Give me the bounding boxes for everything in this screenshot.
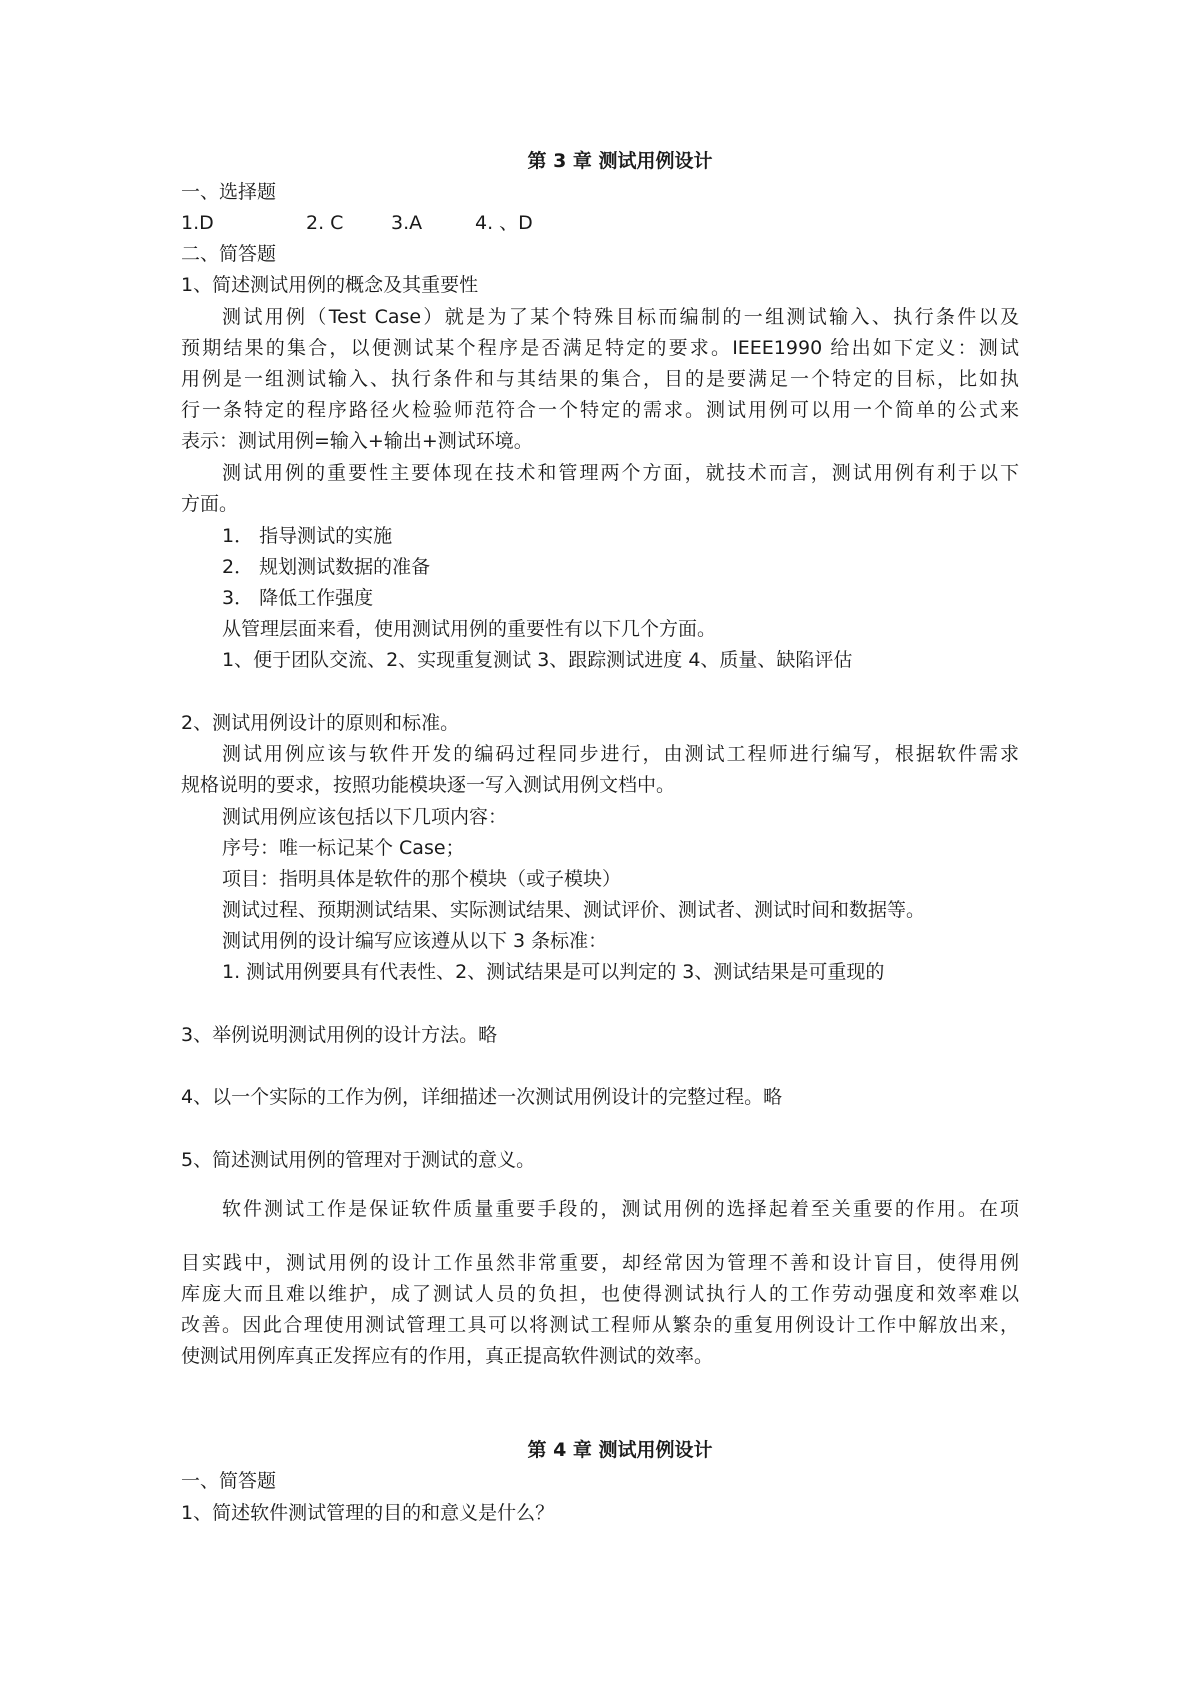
list-item: 2． 规划测试数据的准备	[222, 556, 431, 578]
question-3: 3、举例说明测试用例的设计方法。略	[181, 1024, 498, 1046]
paragraph-line: 1. 测试用例要具有代表性、2、测试结果是可以判定的 3、测试结果是可重现的	[222, 961, 885, 983]
section-short-answer-heading: 一、简答题	[181, 1470, 277, 1492]
list-item: 项目：指明具体是软件的那个模块（或子模块）	[222, 868, 622, 890]
answer-1: 1.D	[181, 212, 214, 234]
chapter-4-title: 第 4 章 测试用例设计	[527, 1439, 713, 1461]
paragraph-line: 方面。	[181, 493, 239, 515]
list-item: 1． 指导测试的实施	[222, 525, 393, 547]
paragraph-line: 测试用例的设计编写应该遵从以下 3 条标准：	[222, 930, 608, 952]
answer-4: 4. 、D	[475, 212, 533, 234]
section-short-answer-heading: 二、简答题	[181, 243, 277, 265]
paragraph-line: 改善。因此合理使用测试管理工具可以将测试工程师从繁杂的重复用例设计工作中解放出来，	[181, 1314, 1019, 1336]
list-item: 3． 降低工作强度	[222, 587, 374, 609]
answer-2: 2. C	[306, 212, 344, 234]
list-item: 序号：唯一标记某个 Case；	[222, 837, 465, 859]
chapter-3-title: 第 3 章 测试用例设计	[527, 150, 713, 172]
question-4: 4、以一个实际的工作为例，详细描述一次测试用例设计的完整过程。略	[181, 1086, 783, 1108]
paragraph-line: 行一条特定的程序路径火检验师范符合一个特定的需求。测试用例可以用一个简单的公式来	[181, 399, 1019, 421]
paragraph-line: 软件测试工作是保证软件质量重要手段的，测试用例的选择起着至关重要的作用。在项	[222, 1198, 1019, 1220]
paragraph-line: 表示：测试用例=输入+输出+测试环境。	[181, 430, 533, 452]
question-2: 2、测试用例设计的原则和标准。	[181, 712, 460, 734]
paragraph-line: 目实践中，测试用例的设计工作虽然非常重要，却经常因为管理不善和设计盲目，使得用例	[181, 1252, 1019, 1274]
section-choice-heading: 一、选择题	[181, 181, 277, 203]
paragraph-line: 使测试用例库真正发挥应有的作用，真正提高软件测试的效率。	[181, 1345, 714, 1367]
paragraph-line: 测试用例（Test Case）就是为了某个特殊目标而编制的一组测试输入、执行条件以及	[222, 306, 1019, 328]
paragraph-line: 1、便于团队交流、2、实现重复测试 3、跟踪测试进度 4、质量、缺陷评估	[222, 649, 853, 671]
paragraph-line: 测试用例应该包括以下几项内容：	[222, 806, 508, 828]
paragraph-line: 规格说明的要求，按照功能模块逐一写入测试用例文档中。	[181, 774, 676, 796]
list-item: 测试过程、预期测试结果、实际测试结果、测试评价、测试者、测试时间和数据等。	[222, 899, 926, 921]
paragraph-line: 预期结果的集合，以便测试某个程序是否满足特定的要求。IEEE1990 给出如下定义：测试	[181, 337, 1019, 359]
paragraph-line: 库庞大而且难以维护，成了测试人员的负担，也使得测试执行人的工作劳动强度和效率难以	[181, 1283, 1019, 1305]
question-1: 1、简述软件测试管理的目的和意义是什么？	[181, 1502, 555, 1524]
paragraph-line: 测试用例应该与软件开发的编码过程同步进行，由测试工程师进行编写，根据软件需求	[222, 743, 1019, 765]
question-1: 1、简述测试用例的概念及其重要性	[181, 274, 479, 296]
paragraph-line: 用例是一组测试输入、执行条件和与其结果的集合，目的是要满足一个特定的目标，比如执	[181, 368, 1019, 390]
paragraph-line: 测试用例的重要性主要体现在技术和管理两个方面，就技术而言，测试用例有利于以下	[222, 462, 1019, 484]
question-5: 5、简述测试用例的管理对于测试的意义。	[181, 1149, 536, 1171]
paragraph-line: 从管理层面来看，使用测试用例的重要性有以下几个方面。	[222, 618, 717, 640]
answer-3: 3.A	[391, 212, 423, 234]
